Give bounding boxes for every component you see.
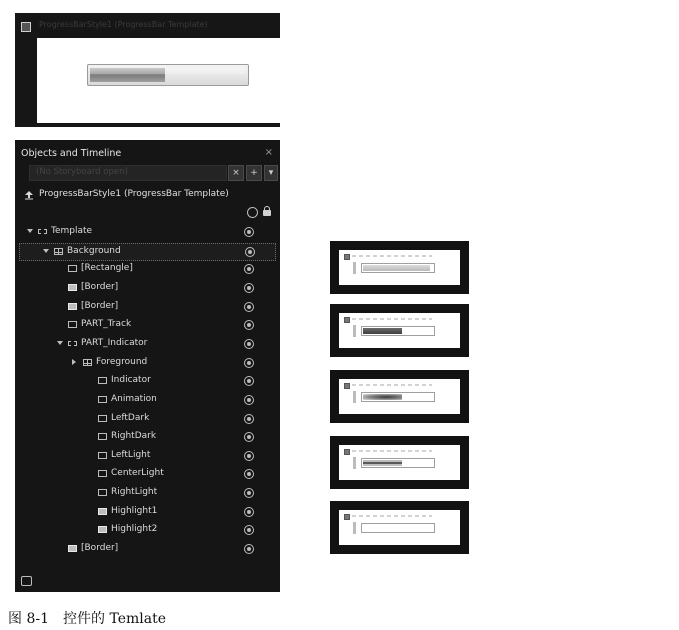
thumbnail-progress-bar: [361, 392, 435, 402]
tree-row-label: [Border]: [81, 300, 119, 311]
visibility-eye-icon[interactable]: [244, 302, 254, 312]
artboard-icon: [344, 514, 350, 520]
lock-all-icon[interactable]: [263, 210, 271, 216]
thumbnail-canvas: [339, 510, 460, 545]
rectangle-icon: [68, 265, 77, 272]
tree-row-label: Indicator: [111, 375, 151, 386]
rectangle-icon: [98, 377, 107, 384]
rectangle-icon: [98, 396, 107, 403]
preview-header: [15, 13, 280, 37]
collapse-arrow-icon[interactable]: [43, 249, 49, 253]
tree-row-label: Highlight2: [111, 524, 158, 535]
thumbnail-side-mark: [353, 457, 356, 469]
panel-title: Objects and Timeline: [21, 148, 122, 159]
thumbnail-progress-bar: [361, 326, 435, 336]
preview-thumbnail: [330, 501, 469, 554]
grid-icon: [54, 248, 63, 255]
tree-row-label: Background: [67, 245, 121, 256]
tree-row-label: PART_Indicator: [81, 337, 148, 348]
border-icon: [98, 526, 107, 533]
grid-icon: [83, 359, 92, 366]
tree-row-label: Foreground: [96, 356, 148, 367]
progress-bar-shine: [90, 68, 246, 74]
tree-row-label: RightLight: [111, 487, 158, 498]
preview-thumbnail: [330, 241, 469, 294]
tree-row-centerlight[interactable]: [15, 466, 280, 484]
border-icon: [98, 508, 107, 515]
close-icon[interactable]: ×: [264, 147, 273, 158]
storyboard-placeholder: (No Storyboard open): [36, 167, 128, 177]
tree-row-label: [Rectangle]: [81, 263, 133, 274]
tree-row-label: [Border]: [81, 281, 119, 292]
tree-row-rightlight[interactable]: [15, 485, 280, 503]
tree-row-highlight1[interactable]: [15, 504, 280, 522]
artboard-icon: [344, 317, 350, 323]
template-icon: [68, 341, 77, 346]
thumbnail-progress-fill: [363, 265, 430, 271]
thumbnail-progress-bar: [361, 263, 435, 273]
visibility-eye-icon[interactable]: [244, 339, 254, 349]
preview-thumbnail: [330, 436, 469, 489]
figure-number: 图 8-1: [8, 611, 49, 627]
border-icon: [68, 303, 77, 310]
visibility-eye-icon[interactable]: [244, 283, 254, 293]
preview-thumbnail: [330, 304, 469, 357]
objects-and-timeline-panel: [15, 140, 280, 592]
visibility-eye-icon[interactable]: [244, 320, 254, 330]
tree-row-foreground[interactable]: [15, 355, 280, 373]
rectangle-icon: [68, 321, 77, 328]
thumbnail-progress-bar: [361, 523, 435, 533]
tree-row-background[interactable]: [19, 243, 276, 261]
visibility-eye-icon[interactable]: [244, 507, 254, 517]
thumbnail-canvas: [339, 313, 460, 348]
artboard-icon: [344, 383, 350, 389]
thumbnail-side-mark: [353, 325, 356, 337]
thumbnail-side-mark: [353, 522, 356, 534]
visibility-eye-icon[interactable]: [244, 264, 254, 274]
visibility-eye-icon[interactable]: [244, 227, 254, 237]
tree-row-animation[interactable]: [15, 392, 280, 410]
tree-row-label: [Border]: [81, 543, 119, 554]
visibility-eye-icon[interactable]: [244, 376, 254, 386]
return-scope-icon[interactable]: [24, 190, 34, 200]
template-scope-label: ProgressBarStyle1 (ProgressBar Template): [39, 189, 229, 199]
tree-row-label: LeftDark: [111, 412, 150, 423]
close-storyboard-icon[interactable]: ×: [228, 165, 244, 181]
figure-caption-text: 控件的 Temlate: [63, 611, 166, 627]
thumbnail-progress-bar: [361, 458, 435, 468]
tree-row-border[interactable]: [15, 280, 280, 298]
visibility-eye-icon[interactable]: [244, 469, 254, 479]
tree-row-indicator[interactable]: [15, 373, 280, 391]
show-all-icon[interactable]: [247, 207, 258, 218]
preview-thumbnail: [330, 370, 469, 423]
tree-row-part-track[interactable]: [15, 317, 280, 335]
thumbnail-caption-line: [352, 384, 432, 386]
thumbnail-side-mark: [353, 262, 356, 274]
border-icon: [68, 545, 77, 552]
thumbnail-progress-fill: [363, 394, 402, 400]
tree-row-border[interactable]: [15, 299, 280, 317]
rectangle-icon: [98, 470, 107, 477]
tree-row-label: CenterLight: [111, 468, 164, 479]
visibility-eye-icon[interactable]: [244, 395, 254, 405]
thumbnail-caption-line: [352, 515, 432, 517]
visibility-eye-icon[interactable]: [244, 414, 254, 424]
tree-row-template[interactable]: [15, 224, 280, 242]
tree-row-leftdark[interactable]: [15, 411, 280, 429]
tree-row-label: LeftLight: [111, 449, 151, 460]
visibility-eye-icon[interactable]: [244, 544, 254, 554]
thumbnail-caption-line: [352, 318, 432, 320]
artboard-canvas[interactable]: [37, 38, 281, 123]
storyboard-dropdown[interactable]: [29, 165, 227, 181]
tree-row-rectangle[interactable]: [15, 261, 280, 279]
figure-caption: [8, 608, 166, 628]
rectangle-icon: [98, 415, 107, 422]
thumbnail-side-mark: [353, 391, 356, 403]
tree-row-rightdark[interactable]: [15, 429, 280, 447]
thumbnail-caption-line: [352, 450, 432, 452]
visibility-eye-icon[interactable]: [244, 525, 254, 535]
tree-row-border[interactable]: [15, 541, 280, 559]
preview-panel: [15, 13, 280, 127]
visibility-eye-icon[interactable]: [244, 488, 254, 498]
thumbnail-progress-fill: [363, 460, 402, 466]
tree-row-label: PART_Track: [81, 319, 132, 330]
expand-arrow-icon[interactable]: [72, 359, 76, 365]
artboard-icon: [344, 254, 350, 260]
progress-bar-preview[interactable]: [87, 64, 249, 86]
tree-row-highlight2[interactable]: [15, 522, 280, 540]
visibility-eye-icon[interactable]: [244, 358, 254, 368]
tree-row-label: Template: [51, 226, 93, 236]
thumbnail-canvas: [339, 250, 460, 285]
visibility-eye-icon[interactable]: [245, 247, 255, 257]
rectangle-icon: [98, 452, 107, 459]
artboard-icon[interactable]: [21, 22, 31, 32]
thumbnail-canvas: [339, 445, 460, 480]
thumbnail-caption-line: [352, 255, 432, 257]
rectangle-icon: [98, 433, 107, 440]
collapse-arrow-icon[interactable]: [57, 341, 63, 345]
thumbnail-canvas: [339, 379, 460, 414]
thumbnail-progress-fill: [363, 328, 402, 334]
tree-row-label: Animation: [111, 393, 157, 404]
timeline-toggle-icon[interactable]: [21, 576, 32, 586]
collapse-arrow-icon[interactable]: [27, 229, 33, 233]
storyboard-options-icon[interactable]: ▾: [264, 165, 278, 181]
tree-row-leftlight[interactable]: [15, 448, 280, 466]
visibility-eye-icon[interactable]: [244, 451, 254, 461]
artboard-icon: [344, 449, 350, 455]
tree-row-part-indicator[interactable]: [15, 336, 280, 354]
preview-caption: ProgressBarStyle1 (ProgressBar Template): [39, 20, 208, 29]
new-storyboard-icon[interactable]: +: [246, 165, 262, 181]
border-icon: [68, 284, 77, 291]
tree-row-label: RightDark: [111, 431, 157, 442]
template-icon: [38, 229, 47, 234]
tree-row-label: Highlight1: [111, 505, 158, 516]
rectangle-icon: [98, 489, 107, 496]
visibility-eye-icon[interactable]: [244, 432, 254, 442]
